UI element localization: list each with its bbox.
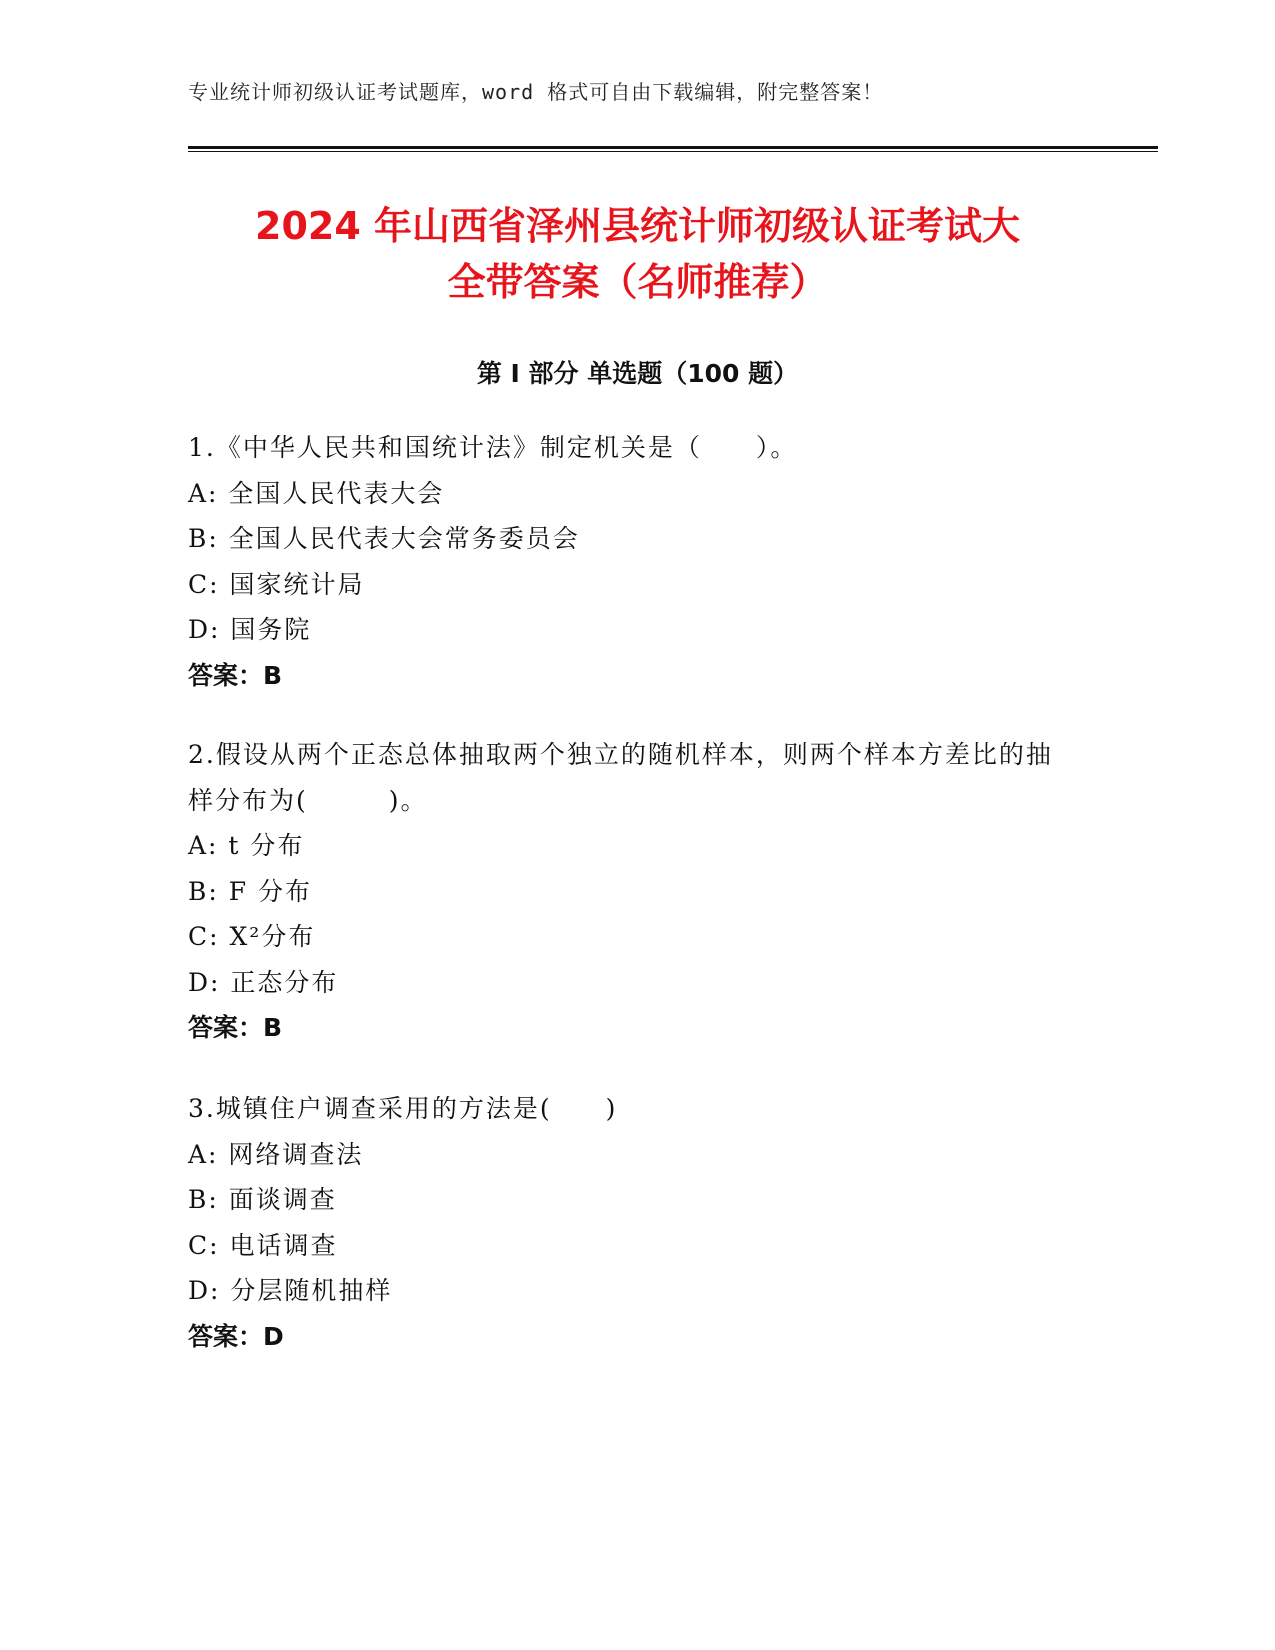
header-divider-thick [188, 146, 1158, 149]
option-c: C: X²分布 [188, 922, 316, 951]
document-title [170, 198, 1105, 310]
option-d: D: 分层随机抽样 [188, 1276, 393, 1305]
document-title-line-1: 2024 年山西省泽州县统计师初级认证考试大 [255, 204, 1020, 248]
option-b: B: 面谈调查 [188, 1185, 337, 1214]
option-c: C: 国家统计局 [188, 569, 365, 599]
question-2 [188, 732, 1088, 1051]
option-a: A: 全国人民代表大会 [188, 478, 445, 508]
header-note: 专业统计师初级认证考试题库，word 格式可自由下载编辑，附完整答案！ [188, 80, 884, 104]
option-a: A: 网络调查法 [188, 1139, 364, 1169]
header-divider-thin [188, 151, 1158, 152]
answer-label: 答案：B [188, 660, 283, 690]
option-b: B: 全国人民代表大会常务委员会 [188, 524, 580, 553]
question-3 [188, 1086, 1088, 1359]
question-stem: 1.《中华人民共和国统计法》制定机关是（ ）。 [188, 433, 798, 462]
question-stem: 3.城镇住户调查采用的方法是( ) [188, 1094, 618, 1123]
section-heading: 第 I 部分 单选题（100 题） [476, 359, 799, 388]
option-d: D: 正态分布 [188, 967, 339, 997]
option-c: C: 电话调查 [188, 1230, 338, 1260]
option-b: B: F 分布 [188, 876, 313, 906]
option-a: A: t 分布 [188, 831, 305, 860]
question-stem: 2.假设从两个正态总体抽取两个独立的随机样本，则两个样本方差比的抽样分布为( )。 [188, 740, 1053, 815]
answer-label: 答案：D [188, 1321, 284, 1351]
question-1 [188, 425, 1088, 698]
answer-label: 答案：B [188, 1013, 283, 1042]
document-title-line-2: 全带答案（名师推荐） [447, 260, 828, 304]
option-d: D: 国务院 [188, 615, 312, 644]
